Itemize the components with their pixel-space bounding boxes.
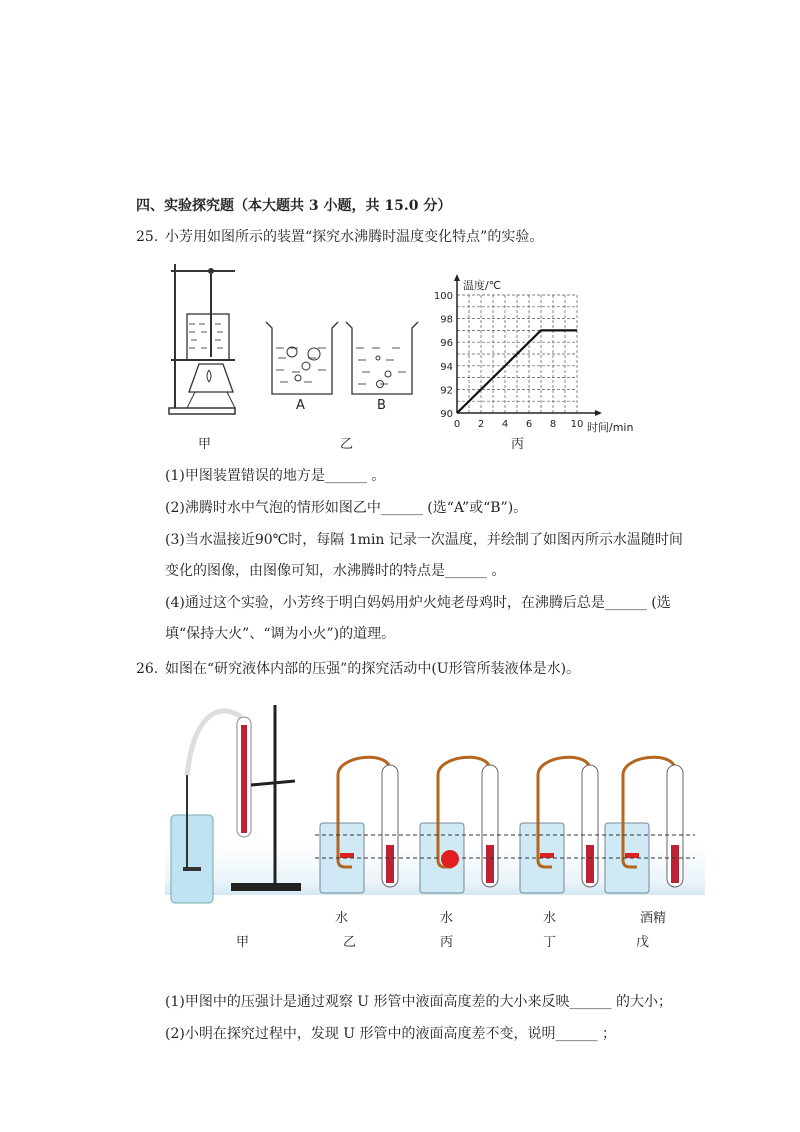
figure-pressure-experiment: [165, 695, 705, 910]
section-title: 四、实验探究题（本大题共 3 小题，共 15.0 分）: [136, 198, 452, 214]
fig-label-wu: 戊: [636, 935, 650, 950]
q25-sub4-line1: (4)通过这个实验，小芳终于明白妈妈用炉火炖老母鸡时，在沸腾后总是______ (选: [165, 595, 671, 611]
beaker-a-label: A: [296, 398, 305, 413]
q26-sub2: (2)小明在探究过程中，发现 U 形管中的液面高度差不变，说明______ ；: [165, 1026, 616, 1042]
figure-bing-chart: [430, 270, 650, 440]
liquid-label-bing: 水: [440, 911, 454, 926]
u-tube-liquid: [386, 845, 394, 883]
beaker-b-label: B: [377, 398, 386, 413]
liquid-label-yi: 水: [335, 911, 349, 926]
y-tick-label: 92: [440, 385, 453, 397]
x-axis-label: 时间/min: [587, 421, 634, 434]
fig-label-jia: 甲: [236, 935, 250, 950]
fig-jia-label: 甲: [198, 437, 212, 452]
u-tube-liquid: [486, 845, 494, 883]
x-tick-label: 4: [501, 419, 509, 430]
x-tick-label: 6: [525, 419, 533, 430]
probe-tip: [625, 853, 639, 858]
fig-label-yi: 乙: [343, 935, 357, 950]
q25-sub3-line2: 变化的图像，由图像可知，水沸腾时的特点是______ 。: [165, 563, 506, 579]
x-tick-label: 2: [477, 419, 485, 430]
probe-tip: [340, 853, 354, 858]
y-tick-label: 98: [440, 314, 453, 326]
y-tick-label: 100: [433, 291, 453, 302]
q26-sub1: (1)甲图中的压强计是通过观察 U 形管中液面高度差的大小来反映______ 的大小；: [165, 994, 672, 1010]
x-axis-arrow: [595, 410, 602, 416]
liquid-label-ding: 水: [543, 911, 557, 926]
liquid-label-wu: 酒精: [640, 911, 667, 926]
q26-stem: 如图在“研究液体内部的压强”的探究活动中(U形管所装液体是水)。: [165, 661, 581, 677]
figure-jia-apparatus: [165, 262, 245, 417]
x-tick-label: 0: [453, 419, 461, 430]
q25-sub1: (1)甲图装置错误的地方是______ 。: [165, 468, 386, 484]
x-tick-label: 10: [570, 419, 584, 430]
y-axis-label: 温度/℃: [463, 279, 502, 292]
q26-number: 26.: [136, 661, 159, 677]
figure-yi-beakers: [262, 318, 422, 413]
fig-label-bing: 丙: [440, 935, 454, 950]
q25-sub2: (2)沸腾时水中气泡的情形如图乙中______ (选“A”或“B”)。: [165, 500, 528, 516]
y-tick-label: 90: [440, 409, 453, 420]
u-tube-liquid: [671, 845, 679, 883]
fig-yi-label: 乙: [340, 437, 354, 452]
q25-sub4-line2: 填“保持大火”、“调为小火”)的道理。: [165, 626, 396, 642]
fig-label-ding: 丁: [543, 935, 557, 950]
q25-sub3-line1: (3)当水温接近90℃时，每隔 1min 记录一次温度，并绘制了如图丙所示水温随时间: [165, 532, 683, 548]
probe-tip: [540, 853, 554, 858]
x-tick-label: 8: [549, 419, 557, 430]
y-tick-label: 96: [440, 338, 453, 350]
y-axis-arrow: [454, 274, 460, 281]
q25-number: 25.: [136, 229, 159, 245]
y-tick-label: 94: [440, 361, 453, 373]
fig-bing-label: 丙: [511, 437, 525, 452]
q25-stem: 小芳用如图所示的装置“探究水沸腾时温度变化特点”的实验。: [165, 229, 544, 245]
u-tube-liquid: [586, 845, 594, 883]
